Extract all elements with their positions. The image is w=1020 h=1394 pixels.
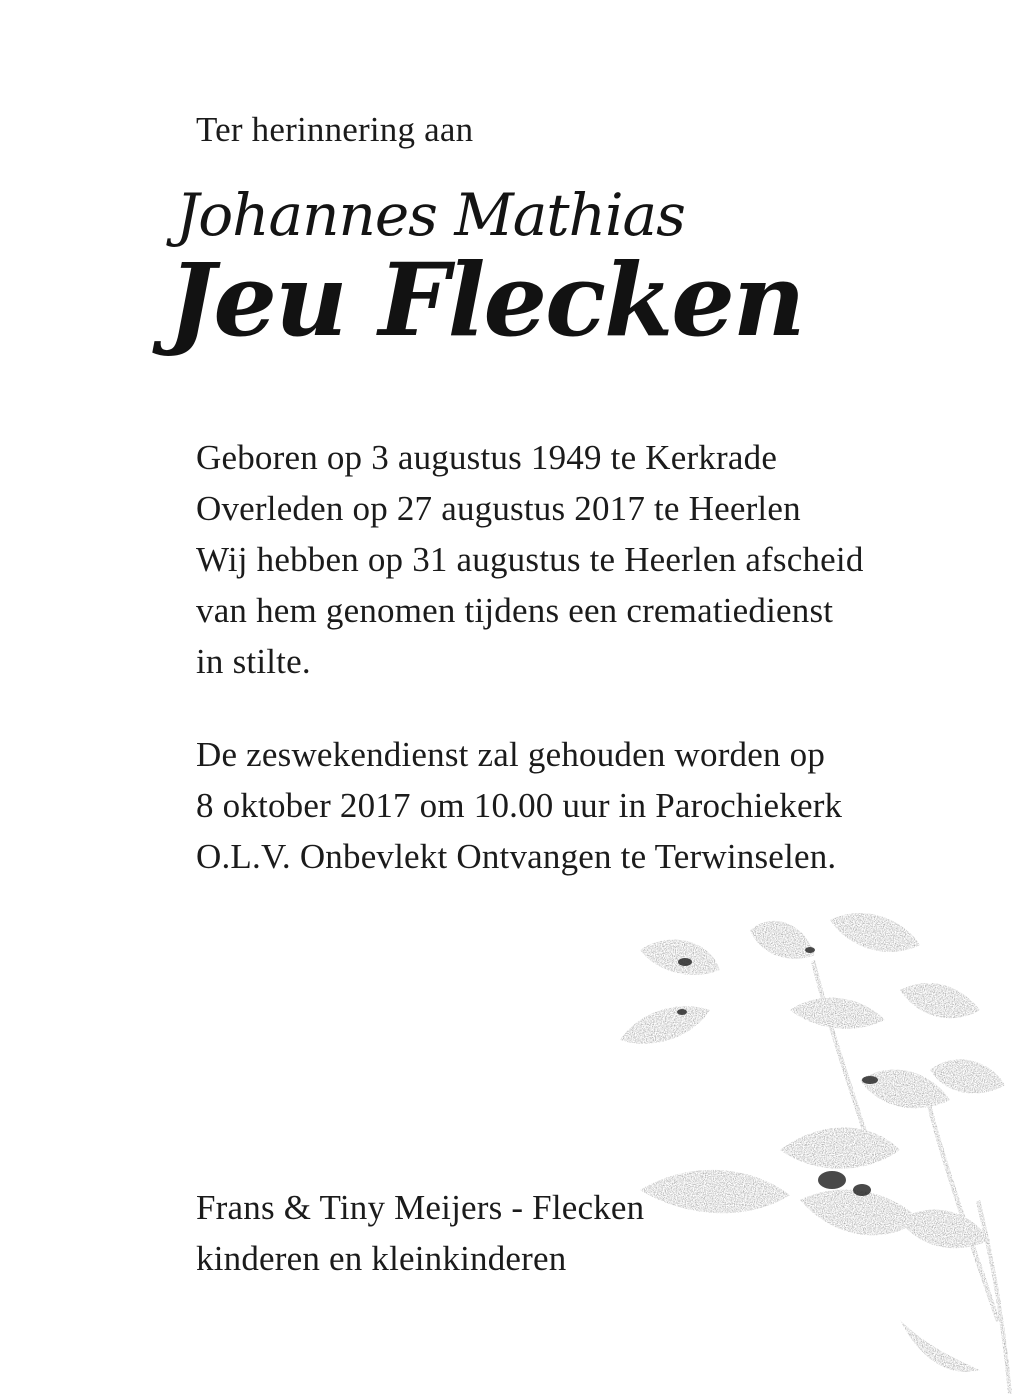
deceased-name: Jeu Flecken [168,241,804,359]
birth-line: Geboren op 3 augustus 1949 te Kerkrade [196,438,778,477]
flower-sketch-icon [600,900,1020,1394]
signoff-line-1: Frans & Tiny Meijers - Flecken [196,1188,645,1227]
service-line-2: 8 oktober 2017 om 10.00 uur in Parochiekerk [196,786,843,825]
signoff [196,1182,644,1284]
farewell-line-2: van hem genomen tijdens een crematiedienst [196,591,834,630]
first-names: Johannes Mathias [176,181,685,249]
service-line-1: De zeswekendienst zal gehouden worden op [196,735,826,774]
death-line: Overleden op 27 augustus 2017 te Heerlen [196,489,801,528]
service-line-3: O.L.V. Onbevlekt Ontvangen te Terwinselen. [196,837,837,876]
farewell-line-1: Wij hebben op 31 augustus te Heerlen afscheid [196,540,864,579]
signoff-line-2: kinderen en kleinkinderen [196,1239,567,1278]
service-paragraph [196,729,842,882]
details-paragraph [196,432,864,687]
farewell-line-3: in stilte. [196,642,311,681]
intro-text: Ter herinnering aan [196,110,474,149]
